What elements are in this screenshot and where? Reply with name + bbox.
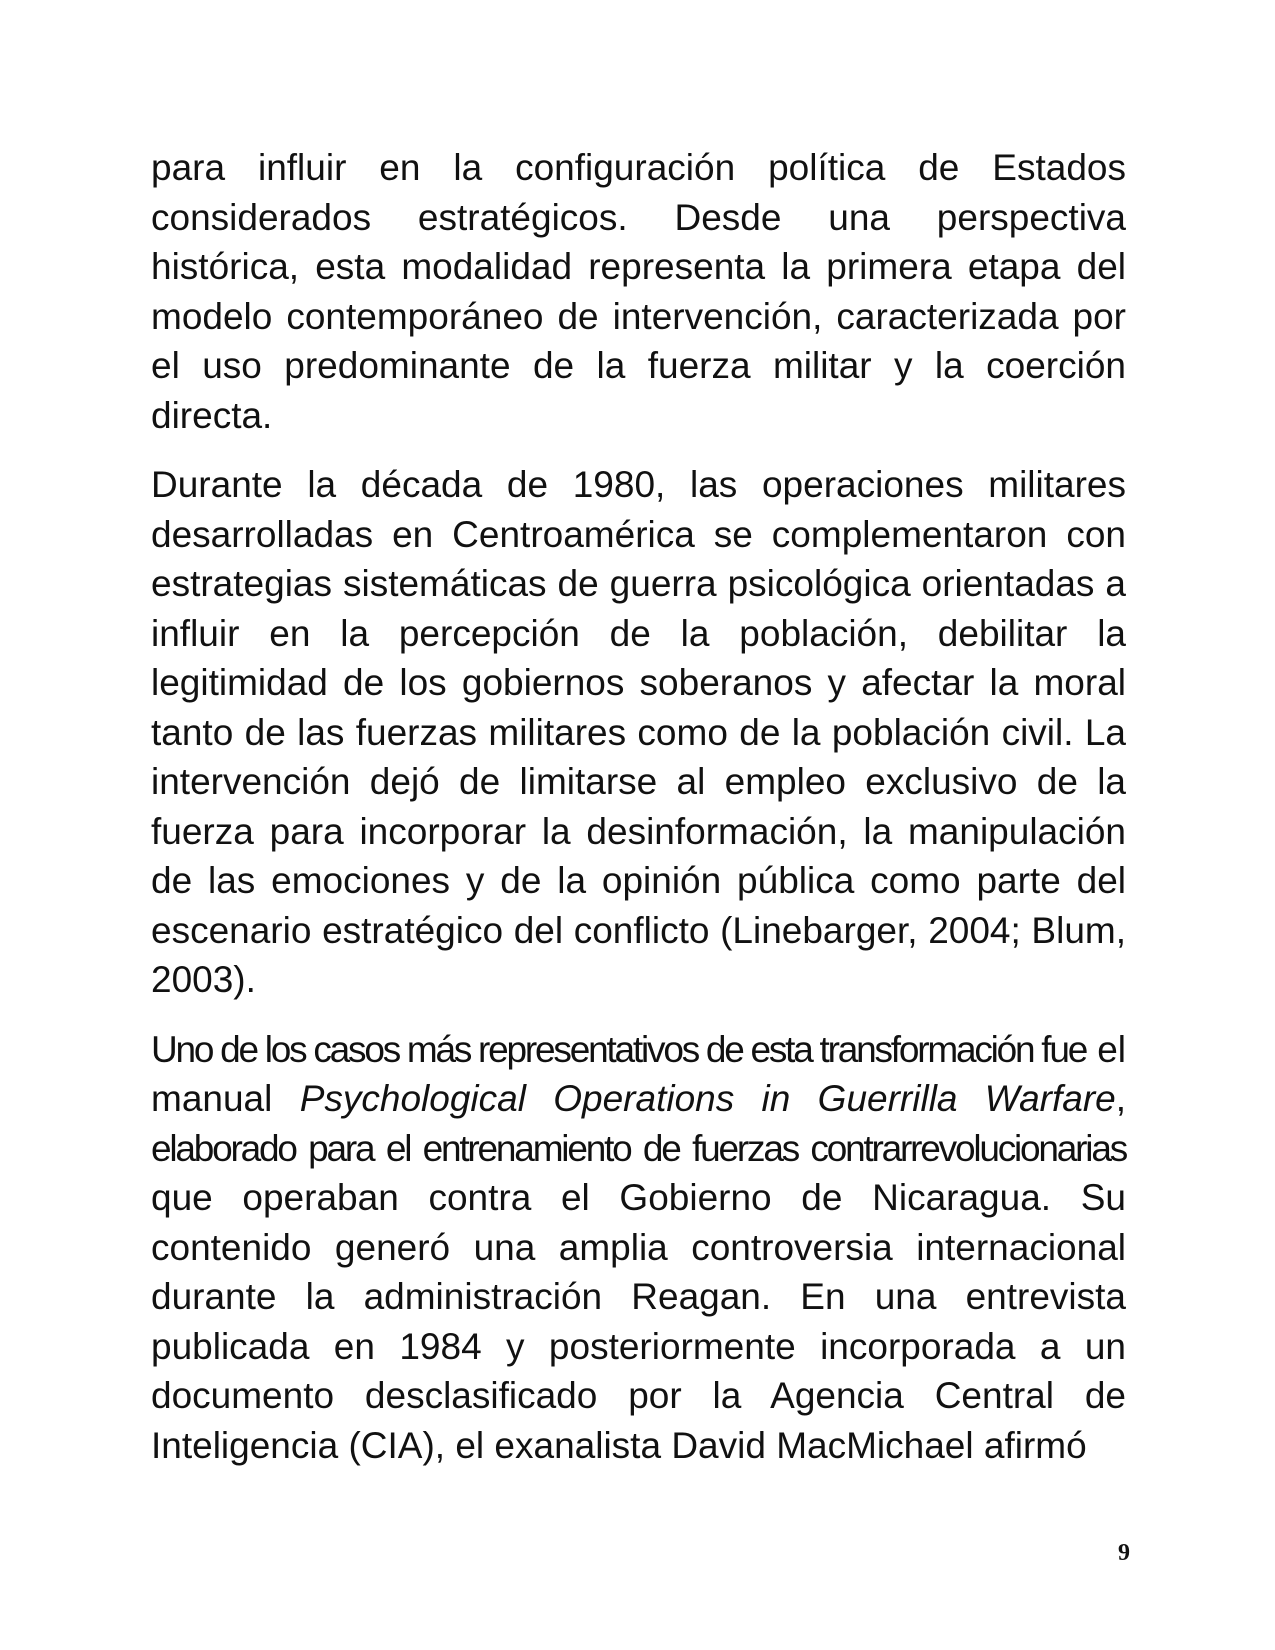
paragraph-3-rest: que operaban contra el Gobierno de Nicaragua. Su contenido generó una amplia controversia internacional durante la administración Reagan. En una entrevista publicada en 1984 y posteriormente incorporada a un documento desclasificado por la Agencia Central de Inteligencia (CIA), el exanalista David MacMichael afirmó <box>151 1177 1126 1466</box>
manual-title: Psychological Operations in Guerrilla Warfare <box>299 1078 1116 1119</box>
paragraph-3-lead: el manual <box>151 1028 1126 1119</box>
paragraph-1: para influir en la configuración política de Estados considerados estratégicos. Desde una perspectiva histórica, esta modalidad representa la primera etapa del modelo contemporáneo de intervención, caracterizada por el uso predominante de la fuerza militar y la coerción directa. <box>151 147 1126 436</box>
body-text <box>151 143 1126 1490</box>
paragraph-3 <box>151 1025 1126 1471</box>
paragraph-3-line-1: Uno de los casos más representativos de esta transformación fue <box>151 1028 1087 1070</box>
page-number: 9 <box>1118 1540 1130 1566</box>
paragraph-3-line-3: elaborado para el entrenamiento de fuerzas contrarrevolucionarias <box>151 1127 1126 1169</box>
paragraph-3-comma: , <box>1115 1078 1127 1119</box>
paragraph-2: Durante la década de 1980, las operaciones militares desarrolladas en Centroamérica se complementaron con estrategias sistemáticas de guerra psicológica orientadas a influir en la percepción de la población, debilitar la legitimidad de los gobiernos soberanos y afectar la moral tanto de las fuerzas militares como de la población civil. La intervención dejó de limitarse al empleo exclusivo de la fuerza para incorporar la desinformación, la manipulación de las emociones y de la opinión pública como parte del escenario estratégico del conflicto (Linebarger, 2004; Blum, 2003). <box>151 464 1126 1000</box>
